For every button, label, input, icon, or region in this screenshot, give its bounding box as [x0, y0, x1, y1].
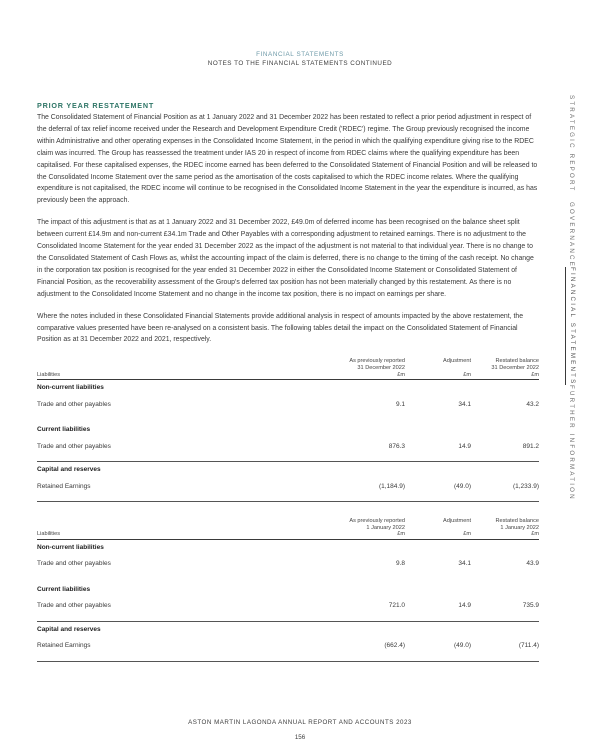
- value-restated: (1,233.9): [512, 482, 539, 490]
- value-previously-reported: 876.3: [388, 442, 405, 450]
- header-unit: £m: [463, 371, 471, 378]
- paragraph-adjustment-impact: The impact of this adjustment is that as at 1 January 2022 and 31 December 2022, £49.0m of deferred income has been recognised on the balance sheet split between current £14.9m and non-current £34.1m Trade and Other Payables with a corresponding adjustment to retained earnings. There is no adjustment to the Consolidated Income Statement for the year ended 31 December 2022 as the impact of the adjustment is not material to that individual year. There is no change to the Consolidated Statement of Cash Flows as, whilst the accounting impact of the claim is deferred, there is no change to the timing of the cash receipt. No change in the corporation tax position is recognised for the year ended 31 December 2022 in either the Consolidated Income Statement or Consolidated Statement of Financial Position, as the recoverability assessment of the Group's deferred tax position has not been materially changed by this restatement. As there is no adjustment to the Consolidated Income Statement and no change in the income tax position, there is no impact on earnings per share.: [37, 219, 534, 298]
- header-line: [405, 525, 471, 532]
- header-line: 1 January 2022: [366, 524, 405, 531]
- row-label: Retained Earnings: [37, 642, 91, 650]
- header-line: As previously reported: [349, 358, 405, 365]
- group-title-row: [37, 380, 539, 394]
- value-restated: 735.9: [522, 602, 539, 610]
- header-restated-balance: [471, 518, 539, 539]
- header-previously-reported: [287, 358, 405, 379]
- group-title-row: [37, 422, 539, 436]
- value-restated: (711.4): [518, 642, 539, 650]
- value-adjustment: 34.1: [458, 560, 471, 568]
- subsection-title: NOTES TO THE FINANCIAL STATEMENTS CONTINUED: [207, 60, 393, 67]
- group-title: Capital and reserves: [37, 466, 101, 474]
- value-adjustment: 34.1: [458, 400, 471, 408]
- group-title-row: [37, 539, 539, 553]
- row-label: Trade and other payables: [37, 442, 111, 450]
- header-line: [405, 365, 471, 372]
- header-line: 31 December 2022: [357, 364, 405, 371]
- value-previously-reported: (662.4): [384, 642, 405, 650]
- value-adjustment: (49.0): [454, 482, 471, 490]
- report-title: ASTON MARTIN LAGONDA ANNUAL REPORT AND ACCOUNTS 2023: [188, 719, 412, 726]
- table-header-row: [37, 518, 539, 539]
- header-line: Restated balance: [495, 358, 539, 365]
- page-footer: [0, 718, 600, 742]
- header-liabilities: Liabilities: [37, 531, 61, 538]
- value-previously-reported: (1,184.9): [378, 482, 405, 490]
- value-adjustment: (49.0): [454, 642, 471, 650]
- group-title: Current liabilities: [37, 585, 91, 593]
- header-previously-reported: [287, 518, 405, 539]
- table-row: [37, 553, 539, 575]
- table-row: [37, 436, 539, 458]
- header-line: As previously reported: [349, 518, 405, 525]
- main-content: [37, 101, 539, 662]
- divider: [37, 657, 539, 661]
- side-nav-strategic-report[interactable]: STRATEGIC REPORT: [568, 95, 575, 193]
- header-unit: £m: [531, 371, 539, 378]
- paragraph-restatement-overview: The Consolidated Statement of Financial Position as at 1 January 2022 and 31 December 2022 has been restated to reflect a prior period adjustment in respect of the deferral of tax relief income received under the Research and Development Expenditure Credit ('RDEC') regime. The Group previously recognised the income within Administrative and other operating expenses in the Consolidated Income Statement, in the period in which the qualifying expenditure giving rise to the RDEC claim was incurred. The Group has reassessed the treatment under IAS 20 in respect of income from RDEC claims where the qualifying expenditure has been capitalised. For these capitalised expenses, the RDEC income earned has been deferred to the Consolidated Statement of Financial Position and will be released to the Consolidated Income Statement over the same period as the amortisation of the costs capitalised to which the RDEC income relates. Where the qualifying expenditure is not capitalised, the RDEC income will continue to be recognised in the Consolidated Income Statement in the year the expenditure is incurred, as has previously been the approach.: [37, 114, 538, 205]
- value-previously-reported: 9.1: [395, 400, 405, 408]
- page-number: 156: [294, 734, 306, 741]
- group-title-row: [37, 581, 539, 595]
- group-title: Capital and reserves: [37, 626, 101, 634]
- header-line: Adjustment: [443, 518, 471, 525]
- header-unit: £m: [463, 531, 471, 538]
- header-adjustment: [405, 358, 471, 379]
- side-nav-further-information[interactable]: FURTHER INFORMATION: [568, 385, 575, 501]
- group-title: Current liabilities: [37, 426, 91, 434]
- value-previously-reported: 721.0: [388, 602, 405, 610]
- table-row: [37, 476, 539, 498]
- side-nav-governance[interactable]: GOVERNANCE: [568, 202, 575, 269]
- paragraph-tables-intro: Where the notes included in these Consolidated Financial Statements provide additional analysis in respect of amounts impacted by the above restatement, the comparative values presented have been re-analysed on a consistent basis. The following tables detail the impact on the Consolidated Statement of Financial Position as at 31 December 2022 and 2021, respectively.: [37, 312, 524, 344]
- header-line: 31 December 2022: [491, 364, 539, 371]
- header-line: Adjustment: [443, 358, 471, 365]
- value-previously-reported: 9.8: [395, 560, 405, 568]
- group-title: Non-current liabilities: [37, 384, 104, 392]
- value-adjustment: 14.9: [458, 602, 471, 610]
- divider: [37, 498, 539, 502]
- header-line: 1 January 2022: [500, 524, 539, 531]
- header-unit: £m: [397, 371, 405, 378]
- value-restated: 43.2: [526, 400, 539, 408]
- side-nav-financial-statements[interactable]: FINANCIAL STATEMENTS: [565, 267, 578, 385]
- row-label: Trade and other payables: [37, 400, 111, 408]
- row-label: Trade and other payables: [37, 602, 111, 610]
- table-row: [37, 394, 539, 416]
- table-header-row: [37, 358, 539, 379]
- header-liabilities: Liabilities: [37, 371, 61, 378]
- page-header: [0, 51, 600, 68]
- group-title-row: [37, 621, 539, 635]
- header-line: Restated balance: [495, 518, 539, 525]
- header-unit: £m: [531, 531, 539, 538]
- row-label: Trade and other payables: [37, 560, 111, 568]
- group-title: Non-current liabilities: [37, 544, 104, 552]
- header-restated-balance: [471, 358, 539, 379]
- restatement-table-jan-2022: [37, 518, 539, 662]
- article-heading: PRIOR YEAR RESTATEMENT: [37, 101, 155, 110]
- section-title: FINANCIAL STATEMENTS: [256, 51, 344, 58]
- value-restated: 891.2: [522, 442, 539, 450]
- group-title-row: [37, 462, 539, 476]
- header-unit: £m: [397, 531, 405, 538]
- header-adjustment: [405, 518, 471, 539]
- row-label: Retained Earnings: [37, 482, 91, 490]
- section-side-nav: [565, 95, 579, 501]
- restatement-table-dec-2022: [37, 358, 539, 502]
- table-row: [37, 635, 539, 657]
- value-restated: 43.9: [526, 560, 539, 568]
- value-adjustment: 14.9: [458, 442, 471, 450]
- table-row: [37, 595, 539, 617]
